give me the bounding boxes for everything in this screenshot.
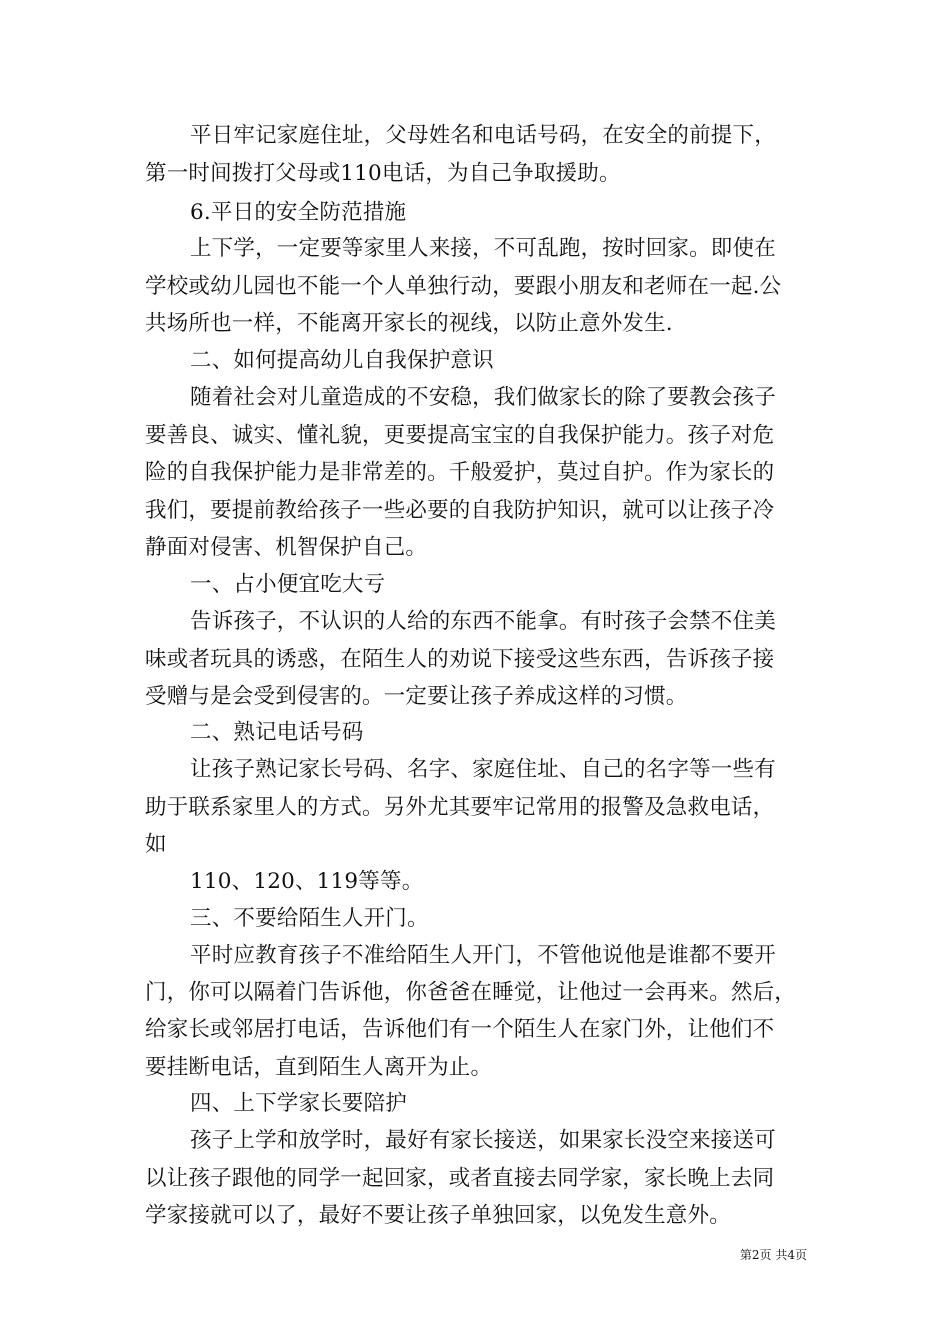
paragraph-line: 给家长或邻居打电话，告诉他们有一个陌生人在家门外，让他们不 [145, 1017, 775, 1042]
paragraph-line: 以让孩子跟他的同学一起回家，或者直接去同学家，家长晚上去同 [145, 1166, 775, 1191]
paragraph-line: 110、120、119等等。 [190, 869, 424, 894]
paragraph-line: 平时应教育孩子不准给陌生人开门，不管他说他是谁都不要开 [190, 943, 776, 968]
section-heading: 四、上下学家长要陪护 [190, 1091, 408, 1116]
paragraph-line: 我们，要提前教给孩子一些必要的自我防护知识，就可以让孩子冷 [145, 498, 775, 523]
paragraph-line: 平日牢记家庭住址，父母姓名和电话号码，在安全的前提下， [190, 123, 776, 148]
paragraph-line: 助于联系家里人的方式。另外尤其要牢记常用的报警及急救电话， [145, 795, 775, 820]
paragraph-line: 随着社会对儿童造成的不安稳，我们做家长的除了要教会孩子 [190, 385, 776, 410]
paragraph-line: 共场所也一样，不能离开家长的视线，以防止意外发生. [145, 311, 673, 336]
paragraph-line: 险的自我保护能力是非常差的。千般爱护，莫过自护。作为家长的 [145, 460, 775, 485]
paragraph-line: 如 [145, 832, 167, 857]
paragraph-line: 学家接就可以了，最好不要让孩子单独回家，以免发生意外。 [145, 1203, 731, 1228]
paragraph-line: 第一时间拨打父母或110电话，为自己争取援助。 [145, 161, 621, 186]
section-heading: 一、占小便宜吃大亏 [190, 572, 386, 597]
section-heading: 6.平日的安全防范措施 [190, 200, 407, 225]
page-number-footer: 第2页 共4页 [739, 1248, 807, 1262]
paragraph-line: 静面对侵害、机智保护自己。 [145, 535, 428, 560]
section-heading: 二、如何提高幼儿自我保护意识 [190, 348, 494, 373]
section-heading: 三、不要给陌生人开门。 [190, 906, 429, 931]
paragraph-line: 味或者玩具的诱惑，在陌生人的劝说下接受这些东西，告诉孩子接 [145, 647, 775, 672]
paragraph-line: 要善良、诚实、懂礼貌，更要提高宝宝的自我保护能力。孩子对危 [145, 423, 775, 448]
paragraph-line: 孩子上学和放学时，最好有家长接送，如果家长没空来接送可 [190, 1128, 776, 1153]
paragraph-line: 要挂断电话，直到陌生人离开为止。 [145, 1055, 493, 1080]
paragraph-line: 门，你可以隔着门告诉他，你爸爸在睡觉，让他过一会再来。然后， [145, 980, 797, 1005]
paragraph-line: 上下学，一定要等家里人来接，不可乱跑，按时回家。即使在 [190, 236, 776, 261]
section-heading: 二、熟记电话号码 [190, 720, 364, 745]
paragraph-line: 让孩子熟记家长号码、名字、家庭住址、自己的名字等一些有 [190, 757, 776, 782]
paragraph-line: 受赠与是会受到侵害的。一定要让孩子养成这样的习惯。 [145, 684, 688, 709]
paragraph-line: 告诉孩子，不认识的人给的东西不能拿。有时孩子会禁不住美 [190, 609, 776, 634]
paragraph-line: 学校或幼儿园也不能一个人单独行动，要跟小朋友和老师在一起.公 [145, 274, 782, 299]
